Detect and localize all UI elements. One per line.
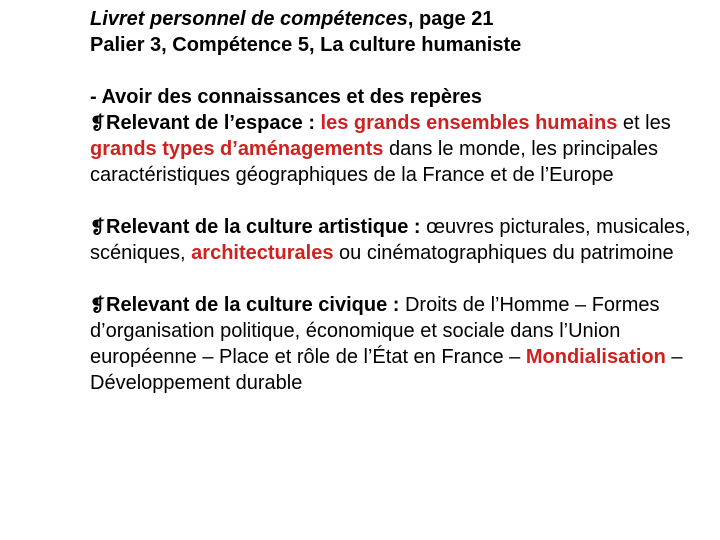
bullet-civic-text: Droits de l’Homme – Formes d’organisation politique, économique et sociale dans l’Union européenne – Place et rôle de l’État en France –: [90, 294, 660, 368]
bullet-art: [90, 214, 710, 266]
bullet-space-tail: dans le monde, les principales caractéristiques géographiques de la France et de l’Europe: [90, 138, 659, 186]
highlight-architecturales: architecturales: [191, 242, 334, 264]
bullet-civic-tail: – Développement durable: [90, 346, 683, 394]
section-intro: - Avoir des connaissances et des repères: [90, 86, 483, 108]
bullet-icon: ❡: [90, 295, 106, 315]
slide-content: [90, 6, 710, 396]
section-art: [90, 214, 710, 266]
bullet-space: [90, 110, 710, 188]
bullet-art-text: œuvres picturales, musicales, scéniques,: [90, 216, 691, 264]
page-title-italic: Livret personnel de compétences: [90, 8, 408, 30]
bullet-space-mid: et les: [617, 112, 671, 134]
bullet-icon: ❡: [90, 217, 106, 237]
bullet-art-tail: ou cinématographiques du patrimoine: [333, 242, 674, 264]
page-title-suffix: , page 21: [407, 8, 494, 30]
bullet-icon: ❡: [90, 113, 106, 133]
page-subtitle: Palier 3, Compétence 5, La culture humaniste: [90, 34, 522, 56]
section-civic: [90, 292, 710, 396]
highlight-amenagements: grands types d’aménagements: [90, 138, 384, 160]
highlight-ensembles: les grands ensembles humains: [320, 112, 618, 134]
spacer: [90, 188, 710, 214]
bullet-civic-lead: Relevant de la culture civique :: [106, 294, 405, 316]
highlight-mondialisation: Mondialisation: [525, 346, 666, 368]
bullet-civic: [90, 292, 710, 396]
spacer: [90, 266, 710, 292]
spacer: [90, 58, 710, 84]
page-title: [90, 6, 710, 32]
section-space: [90, 84, 710, 188]
bullet-art-lead: Relevant de la culture artistique :: [106, 216, 427, 238]
bullet-space-lead: Relevant de l’espace :: [106, 112, 321, 134]
